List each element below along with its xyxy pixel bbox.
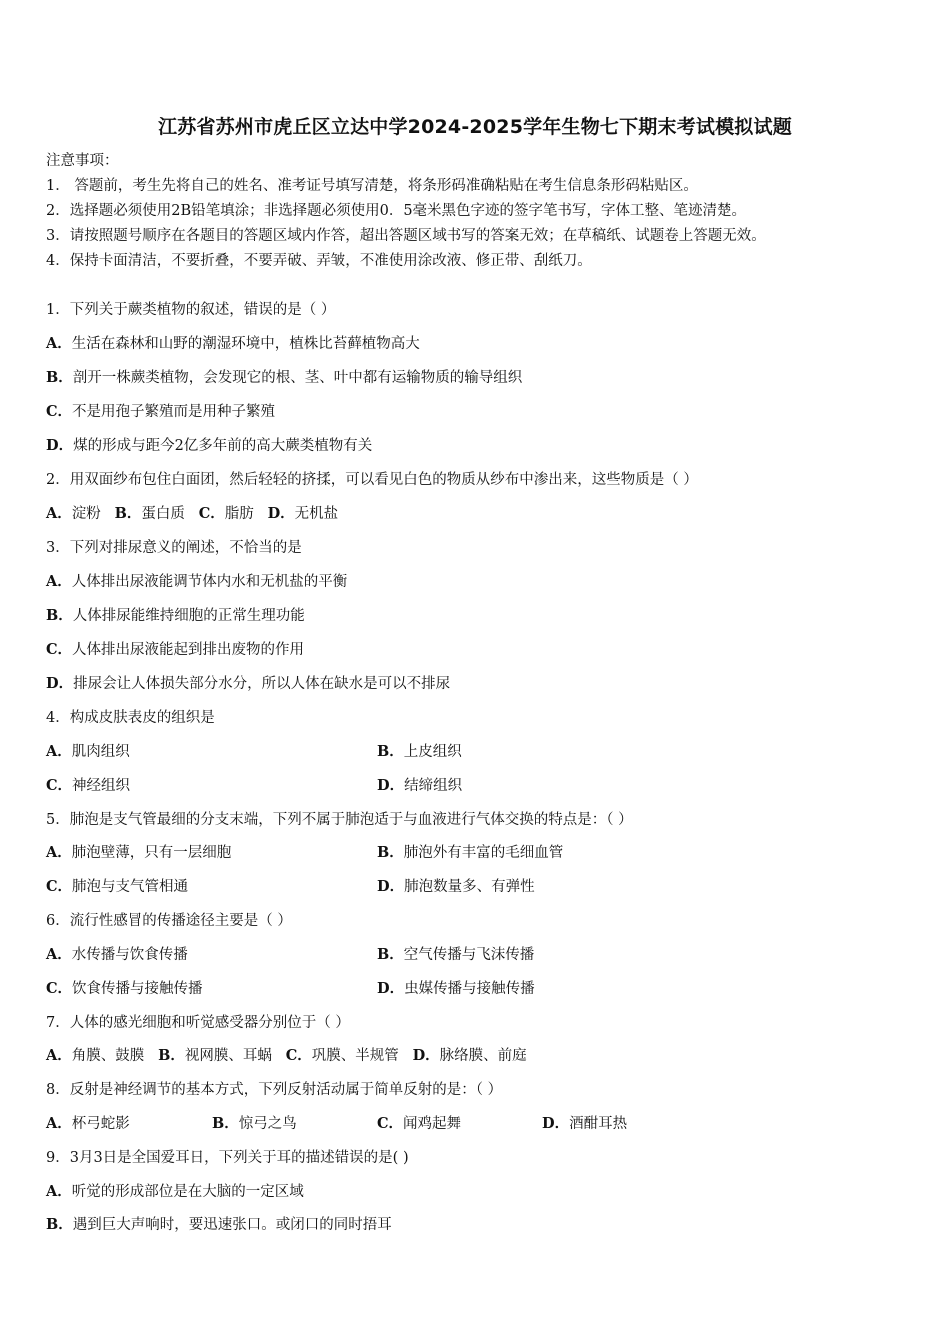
option-letter: A． <box>46 573 72 590</box>
option <box>46 572 347 592</box>
note-item: 1． 答题前，考生先将自己的姓名、准考证号填写清楚，将条形码准确粘贴在考生信息条形码粘贴区。 <box>46 178 698 194</box>
option-text: 虫媒传播与接触传播 <box>404 981 535 997</box>
option-letter: A． <box>46 946 72 963</box>
option-text: 空气传播与飞沫传播 <box>403 947 535 963</box>
option <box>377 877 535 897</box>
option <box>46 368 522 388</box>
option-text: 杯弓蛇影 <box>71 1116 130 1132</box>
question-stem: 6．流行性感冒的传播途径主要是（ ） <box>46 913 292 929</box>
option-text: 煤的形成与距今2亿多年前的高大蕨类植物有关 <box>73 438 373 454</box>
option-text: 排尿会让人体损失部分水分，所以人体在缺水是可以不排尿 <box>73 676 451 692</box>
option-text: 肌肉组织 <box>71 744 130 760</box>
option-letter: B． <box>158 1047 185 1064</box>
option <box>46 742 130 762</box>
note-item: 2．选择题必须使用2B铅笔填涂；非选择题必须使用0．5毫米黑色字迹的签字笔书写，字体工整、笔迹清楚。 <box>46 203 747 219</box>
option-text: 淀粉 <box>71 506 101 522</box>
option-text: 视网膜、耳蜗 <box>184 1048 272 1064</box>
option-text: 肺泡数量多、有弹性 <box>404 879 535 895</box>
option-text: 巩膜、半规管 <box>311 1048 399 1064</box>
option-letter: C． <box>46 878 73 895</box>
option-text: 脉络膜、前庭 <box>439 1048 527 1064</box>
option-text: 剖开一株蕨类植物，会发现它的根、茎、叶中都有运输物质的输导组织 <box>72 370 523 386</box>
option <box>46 843 231 863</box>
option <box>46 1215 392 1235</box>
option-text: 闻鸡起舞 <box>403 1116 462 1132</box>
option-text: 结缔组织 <box>404 778 463 794</box>
option-text: 听觉的形成部位是在大脑的一定区域 <box>71 1184 304 1200</box>
page-title: 江苏省苏州市虎丘区立达中学2024-2025学年生物七下期末考试模拟试题 <box>158 116 792 138</box>
option-text: 人体排出尿液能起到排出废物的作用 <box>72 642 305 658</box>
option-letter: B． <box>46 369 73 386</box>
option-letter: C． <box>285 1047 312 1064</box>
option <box>46 979 203 999</box>
option <box>377 979 535 999</box>
option-letter: A． <box>46 743 72 760</box>
question-stem: 2．用双面纱布包住白面团，然后轻轻的挤揉，可以看见白色的物质从纱布中渗出来，这些物质是（ ） <box>46 472 698 488</box>
option-text: 肺泡外有丰富的毛细血管 <box>403 845 564 861</box>
question-stem: 8．反射是神经调节的基本方式，下列反射活动属于简单反射的是：（ ） <box>46 1082 503 1098</box>
question-stem: 1．下列关于蕨类植物的叙述，错误的是（ ） <box>46 302 336 318</box>
option <box>377 1114 461 1134</box>
option-text: 神经组织 <box>72 778 131 794</box>
option-text: 肺泡与支气管相通 <box>72 879 189 895</box>
option-letter: B． <box>46 1216 73 1233</box>
option <box>46 674 450 694</box>
option-letter: D． <box>46 437 74 454</box>
option-text: 蛋白质 <box>141 506 185 522</box>
option-text: 上皮组织 <box>403 744 462 760</box>
option-letter: A． <box>46 1047 72 1064</box>
option-text: 酒酣耳热 <box>569 1116 628 1132</box>
option <box>46 877 188 897</box>
option-letter: A． <box>46 1115 72 1132</box>
option <box>46 1182 304 1202</box>
option-letter: A． <box>46 335 72 352</box>
option-text: 无机盐 <box>294 506 339 522</box>
note-item: 3．请按照题号顺序在各题目的答题区域内作答，超出答题区域书写的答案无效；在草稿纸、试题卷上答题无效。 <box>46 228 766 244</box>
option-letter: B． <box>377 946 404 963</box>
option-letter: D． <box>377 777 405 794</box>
option-letter: A． <box>46 844 72 861</box>
notes-heading: 注意事项： <box>46 153 119 169</box>
option <box>46 640 304 660</box>
option-letter: A． <box>46 505 72 522</box>
option-letter: C． <box>46 777 73 794</box>
option <box>46 1114 130 1134</box>
option-letter: D． <box>267 505 295 522</box>
option-letter: B． <box>114 505 142 522</box>
option-text: 角膜、鼓膜 <box>71 1048 145 1064</box>
option <box>46 945 188 965</box>
option <box>46 776 130 796</box>
option <box>46 606 305 626</box>
option-letter: D． <box>412 1047 440 1064</box>
option-letter: D． <box>377 878 405 895</box>
question-stem: 5．肺泡是支气管最细的分支末端，下列不属于肺泡适于与血液进行气体交换的特点是：（ ） <box>46 812 633 828</box>
option-text: 不是用孢子繁殖而是用种子繁殖 <box>72 404 276 420</box>
option-text: 饮食传播与接触传播 <box>72 981 203 997</box>
option-letter: D． <box>46 675 74 692</box>
option <box>46 436 372 456</box>
option-letter: D． <box>377 980 405 997</box>
option <box>212 1114 297 1134</box>
option-letter: B． <box>377 844 404 861</box>
question-stem: 3．下列对排尿意义的阐述，不恰当的是 <box>46 540 302 556</box>
option-text: 遇到巨大声响时，要迅速张口。或闭口的同时捂耳 <box>72 1217 392 1233</box>
option-letter: C． <box>46 403 73 420</box>
option-letter: C． <box>46 641 73 658</box>
option <box>46 402 275 422</box>
question-stem: 7．人体的感光细胞和听觉感受器分别位于（ ） <box>46 1015 350 1031</box>
option-text: 肺泡壁薄，只有一层细胞 <box>71 845 232 861</box>
option <box>542 1114 627 1134</box>
option <box>377 742 462 762</box>
option-letter: B． <box>46 607 73 624</box>
option-row <box>46 1046 527 1066</box>
option <box>377 843 563 863</box>
question-stem: 9．3月3日是全国爱耳日，下列关于耳的描述错误的是( ) <box>46 1150 409 1166</box>
option-text: 水传播与饮食传播 <box>71 947 188 963</box>
option-text: 人体排尿能维持细胞的正常生理功能 <box>72 608 305 624</box>
option-letter: C． <box>377 1115 404 1132</box>
option <box>377 945 534 965</box>
option-letter: B． <box>377 743 404 760</box>
question-stem: 4．构成皮肤表皮的组织是 <box>46 710 215 726</box>
option-text: 惊弓之鸟 <box>238 1116 297 1132</box>
option-letter: C． <box>46 980 73 997</box>
option-row <box>46 504 338 524</box>
note-item: 4．保持卡面清洁，不要折叠，不要弄破、弄皱，不准使用涂改液、修正带、刮纸刀。 <box>46 253 592 269</box>
option-letter: B． <box>212 1115 239 1132</box>
option-text: 生活在森林和山野的潮湿环境中，植株比苔藓植物高大 <box>71 336 420 352</box>
option <box>377 776 462 796</box>
option-letter: A． <box>46 1183 72 1200</box>
option-letter: C． <box>198 505 225 522</box>
option-text: 人体排出尿液能调节体内水和无机盐的平衡 <box>71 574 348 590</box>
option-letter: D． <box>542 1115 570 1132</box>
option <box>46 334 420 354</box>
option-text: 脂肪 <box>224 506 254 522</box>
